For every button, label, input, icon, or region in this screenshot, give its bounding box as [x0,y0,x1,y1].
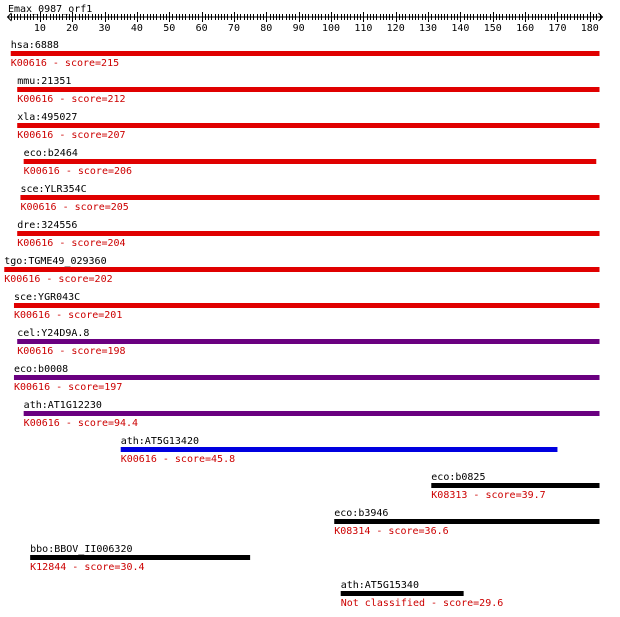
hit-label[interactable]: ath:AT5G15340 [340,580,419,591]
ruler-tick-label: 80 [260,23,273,34]
hit-score-label[interactable]: K12844 - score=30.4 [30,562,145,573]
ruler-tick-label: 170 [548,23,567,34]
hit-bar[interactable] [341,591,464,596]
ruler-tick-label: 50 [163,23,176,34]
hit-bar[interactable] [14,303,600,308]
hit-score-label[interactable]: K00616 - score=197 [13,382,123,393]
hit-bar[interactable] [431,483,599,488]
hit-label[interactable]: cel:Y24D9A.8 [17,328,90,339]
hit-row[interactable] [334,508,599,537]
hit-bar[interactable] [30,555,250,560]
hit-row[interactable] [24,400,600,429]
hit-score-label[interactable]: K00616 - score=215 [10,58,120,69]
hit-bar[interactable] [17,231,599,236]
hit-row[interactable] [431,472,599,501]
position-ruler [8,12,603,34]
hit-row[interactable] [11,40,600,69]
hit-list [4,40,599,609]
hit-score-label[interactable]: K00616 - score=204 [17,238,126,249]
hit-label[interactable]: sce:YGR043C [13,292,81,303]
hit-score-label[interactable]: K00616 - score=205 [20,202,129,213]
hit-score-label[interactable]: K00616 - score=207 [17,130,126,141]
hit-row[interactable] [20,184,599,213]
hit-label[interactable]: eco:b3946 [334,508,389,519]
hit-label[interactable]: xla:495027 [17,112,78,123]
hit-label[interactable]: bbo:BBOV_II006320 [30,544,133,555]
ruler-tick-label: 60 [195,23,208,34]
hit-row[interactable] [341,580,504,609]
hit-bar[interactable] [17,123,599,128]
query-title: Emax_0987_orf1 [8,4,93,15]
ruler-tick-label: 120 [386,23,405,34]
ruler-tick-label: 160 [516,23,535,34]
hit-row[interactable] [14,292,600,321]
hit-label[interactable]: hsa:6888 [10,40,59,51]
ruler-tick-label: 30 [98,23,111,34]
hit-bar[interactable] [11,51,600,56]
hit-label[interactable]: eco:b2464 [23,148,78,159]
hit-row[interactable] [30,544,250,573]
ruler-tick-label: 90 [292,23,305,34]
hit-row[interactable] [24,148,597,177]
hit-row[interactable] [121,436,558,465]
hit-score-label[interactable]: K00616 - score=206 [23,166,133,177]
hit-bar[interactable] [334,519,599,524]
hit-score-label[interactable]: K00616 - score=212 [17,94,126,105]
hit-label[interactable]: mmu:21351 [17,76,72,87]
hit-row[interactable] [14,364,600,393]
hit-score-label[interactable]: K00616 - score=94.4 [23,418,139,429]
hit-score-label[interactable]: K00616 - score=202 [4,274,113,285]
hit-score-label[interactable]: K08314 - score=36.6 [334,526,449,537]
hit-label[interactable]: eco:b0825 [431,472,486,483]
hit-label[interactable]: eco:b0008 [13,364,69,375]
hit-label[interactable]: ath:AT5G13420 [120,436,200,447]
ruler-tick-label: 70 [227,23,240,34]
hit-label[interactable]: tgo:TGME49_029360 [4,256,107,267]
hit-label[interactable]: sce:YLR354C [20,184,87,195]
ruler-tick-label: 40 [130,23,143,34]
hit-row[interactable] [4,256,599,285]
ruler-tick-label: 20 [66,23,79,34]
hit-score-label[interactable]: Not classified - score=29.6 [340,598,504,609]
hit-row[interactable] [17,220,599,249]
hit-bar[interactable] [4,267,599,272]
ruler-tick-label: 130 [419,23,438,34]
ruler-tick-label: 140 [451,23,470,34]
hit-score-label[interactable]: K00616 - score=45.8 [120,454,236,465]
hit-row[interactable] [17,328,599,357]
hit-score-label[interactable]: K00616 - score=198 [17,346,126,357]
hit-bar[interactable] [20,195,599,200]
ruler-tick-label: 10 [33,23,46,34]
hit-bar[interactable] [24,411,600,416]
hit-score-label[interactable]: K00616 - score=201 [13,310,123,321]
ruler-tick-label: 100 [321,23,341,34]
ruler-tick-label: 110 [354,23,373,34]
hit-bar[interactable] [121,447,558,452]
hit-bar[interactable] [17,87,599,92]
hit-row[interactable] [17,76,599,105]
ruler-tick-label: 150 [483,23,502,34]
hit-score-label[interactable]: K08313 - score=39.7 [431,490,546,501]
hit-row[interactable] [17,112,599,141]
hit-label[interactable]: dre:324556 [17,220,78,231]
hit-bar[interactable] [17,339,599,344]
hit-bar[interactable] [24,159,597,164]
hit-bar[interactable] [14,375,600,380]
hit-label[interactable]: ath:AT1G12230 [23,400,102,411]
ruler-tick-label: 180 [580,23,599,34]
